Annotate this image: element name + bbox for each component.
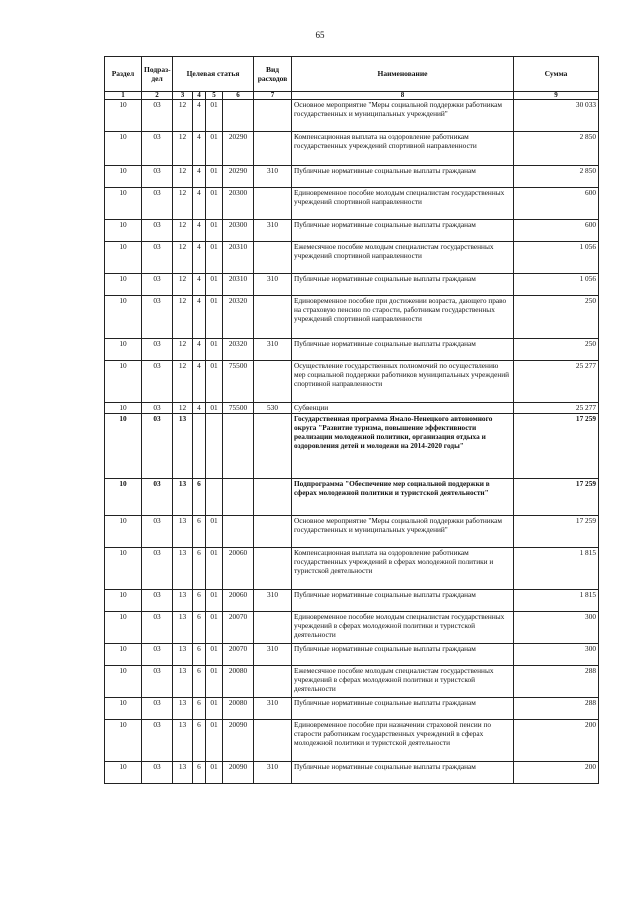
summa-cell: 25 277 (514, 361, 599, 403)
cel-statya-1-cell: 13 (173, 548, 193, 590)
naimenovanie-cell: Ежемесячное пособие молодым специалистам государственных учреждений в сферах молодежной политики и туристской деятельности (292, 666, 514, 698)
cel-statya-4-cell: 20290 (223, 132, 254, 166)
cel-statya-4-cell: 20300 (223, 220, 254, 242)
vid-rashodov-cell (254, 548, 292, 590)
cel-statya-1-cell: 13 (173, 666, 193, 698)
cel-statya-1-cell: 12 (173, 166, 193, 188)
podrazdel-cell: 03 (142, 220, 173, 242)
podrazdel-cell: 03 (142, 548, 173, 590)
vid-rashodov-cell (254, 361, 292, 403)
naimenovanie-cell: Публичные нормативные социальные выплаты гражданам (292, 644, 514, 666)
cel-statya-1-cell: 12 (173, 132, 193, 166)
vid-rashodov-cell: 310 (254, 220, 292, 242)
vid-rashodov-cell (254, 479, 292, 516)
col-num: 9 (514, 92, 599, 100)
header-vid-rashodov: Вид расходов (254, 57, 292, 92)
naimenovanie-cell: Публичные нормативные социальные выплаты гражданам (292, 274, 514, 296)
cel-statya-3-cell: 01 (206, 296, 223, 339)
cel-statya-3-cell: 01 (206, 242, 223, 274)
cel-statya-2-cell: 6 (193, 698, 206, 720)
cel-statya-4-cell: 20080 (223, 666, 254, 698)
cel-statya-4-cell: 20090 (223, 762, 254, 784)
cel-statya-4-cell: 75500 (223, 403, 254, 414)
cel-statya-2-cell: 4 (193, 100, 206, 132)
razdel-cell: 10 (105, 479, 142, 516)
summa-cell: 300 (514, 612, 599, 644)
table-row (105, 720, 599, 762)
cel-statya-2-cell: 6 (193, 720, 206, 762)
razdel-cell: 10 (105, 132, 142, 166)
naimenovanie-cell: Субвенции (292, 403, 514, 414)
cel-statya-1-cell: 12 (173, 339, 193, 361)
header-razdel: Раздел (105, 57, 142, 92)
razdel-cell: 10 (105, 188, 142, 220)
header-row (105, 57, 599, 92)
vid-rashodov-cell: 310 (254, 590, 292, 612)
cel-statya-3-cell: 01 (206, 666, 223, 698)
cel-statya-3-cell: 01 (206, 612, 223, 644)
cel-statya-2-cell: 6 (193, 479, 206, 516)
cel-statya-2-cell: 4 (193, 339, 206, 361)
podrazdel-cell: 03 (142, 590, 173, 612)
vid-rashodov-cell (254, 132, 292, 166)
cel-statya-4-cell: 20070 (223, 612, 254, 644)
podrazdel-cell: 03 (142, 339, 173, 361)
col-num: 2 (142, 92, 173, 100)
col-num: 1 (105, 92, 142, 100)
vid-rashodov-cell: 310 (254, 339, 292, 361)
naimenovanie-cell: Публичные нормативные социальные выплаты гражданам (292, 339, 514, 361)
vid-rashodov-cell (254, 100, 292, 132)
vid-rashodov-cell (254, 516, 292, 548)
podrazdel-cell: 03 (142, 100, 173, 132)
cel-statya-1-cell: 12 (173, 361, 193, 403)
header-celevaya-statya: Целевая статья (173, 57, 254, 92)
summa-cell: 17 259 (514, 414, 599, 479)
podrazdel-cell: 03 (142, 698, 173, 720)
summa-cell: 300 (514, 644, 599, 666)
podrazdel-cell: 03 (142, 666, 173, 698)
col-num: 5 (206, 92, 223, 100)
table-row (105, 166, 599, 188)
summa-cell: 200 (514, 762, 599, 784)
cel-statya-3-cell: 01 (206, 132, 223, 166)
naimenovanie-cell: Единовременное пособие при назначении страховой пенсии по старости работникам государственных учреждений в сферах молодежной политики и туристской деятельности (292, 720, 514, 762)
razdel-cell: 10 (105, 612, 142, 644)
cel-statya-3-cell: 01 (206, 339, 223, 361)
summa-cell: 25 277 (514, 403, 599, 414)
vid-rashodov-cell (254, 188, 292, 220)
cel-statya-4-cell: 75500 (223, 361, 254, 403)
table-row (105, 274, 599, 296)
col-num: 3 (173, 92, 193, 100)
table-row (105, 666, 599, 698)
razdel-cell: 10 (105, 274, 142, 296)
naimenovanie-cell: Единовременное пособие при достижении возраста, дающего право на страховую пенсию по старости, работникам государственных учреждений спортивной направленности (292, 296, 514, 339)
cel-statya-3-cell: 01 (206, 361, 223, 403)
cel-statya-4-cell: 20300 (223, 188, 254, 220)
cel-statya-3-cell: 01 (206, 590, 223, 612)
table-row (105, 220, 599, 242)
cel-statya-2-cell: 6 (193, 548, 206, 590)
summa-cell: 288 (514, 666, 599, 698)
razdel-cell: 10 (105, 644, 142, 666)
naimenovanie-cell: Публичные нормативные социальные выплаты гражданам (292, 762, 514, 784)
summa-cell: 1 815 (514, 548, 599, 590)
column-numbers-row (105, 92, 599, 100)
razdel-cell: 10 (105, 339, 142, 361)
naimenovanie-cell: Единовременное пособие молодым специалистам государственных учреждений в сферах молодежной политики и туристской деятельности (292, 612, 514, 644)
cel-statya-3-cell: 01 (206, 762, 223, 784)
razdel-cell: 10 (105, 100, 142, 132)
table-row (105, 479, 599, 516)
summa-cell: 2 850 (514, 166, 599, 188)
cel-statya-2-cell: 6 (193, 762, 206, 784)
cel-statya-3-cell: 01 (206, 100, 223, 132)
cel-statya-4-cell: 20060 (223, 548, 254, 590)
cel-statya-2-cell: 4 (193, 274, 206, 296)
naimenovanie-cell: Публичные нормативные социальные выплаты гражданам (292, 698, 514, 720)
cel-statya-2-cell: 6 (193, 590, 206, 612)
razdel-cell: 10 (105, 720, 142, 762)
summa-cell: 2 850 (514, 132, 599, 166)
cel-statya-2-cell: 4 (193, 132, 206, 166)
col-num: 7 (254, 92, 292, 100)
page-number: 65 (315, 30, 325, 40)
naimenovanie-cell: Публичные нормативные социальные выплаты гражданам (292, 590, 514, 612)
razdel-cell: 10 (105, 548, 142, 590)
table-row (105, 100, 599, 132)
summa-cell: 200 (514, 720, 599, 762)
header-summa: Сумма (514, 57, 599, 92)
cel-statya-2-cell: 6 (193, 644, 206, 666)
summa-cell: 288 (514, 698, 599, 720)
cel-statya-1-cell: 13 (173, 479, 193, 516)
cel-statya-3-cell (206, 479, 223, 516)
naimenovanie-cell: Государственная программа Ямало-Ненецкого автономного округа "Развитие туризма, повышение эффективности реализации молодежной политики, организация отдыха и оздоровления детей и молодежи на 2014-2020 годы" (292, 414, 514, 479)
podrazdel-cell: 03 (142, 414, 173, 479)
cel-statya-2-cell (193, 414, 206, 479)
vid-rashodov-cell: 310 (254, 762, 292, 784)
cel-statya-1-cell: 12 (173, 100, 193, 132)
summa-cell: 30 033 (514, 100, 599, 132)
vid-rashodov-cell: 310 (254, 166, 292, 188)
cel-statya-4-cell: 20310 (223, 242, 254, 274)
summa-cell: 600 (514, 220, 599, 242)
cel-statya-1-cell: 12 (173, 296, 193, 339)
podrazdel-cell: 03 (142, 516, 173, 548)
podrazdel-cell: 03 (142, 720, 173, 762)
cel-statya-3-cell: 01 (206, 698, 223, 720)
cel-statya-1-cell: 12 (173, 274, 193, 296)
cel-statya-4-cell (223, 100, 254, 132)
naimenovanie-cell: Компенсационная выплата на оздоровление работникам государственных учреждений спортивной направленности (292, 132, 514, 166)
podrazdel-cell: 03 (142, 479, 173, 516)
cel-statya-3-cell: 01 (206, 220, 223, 242)
cel-statya-3-cell: 01 (206, 516, 223, 548)
cel-statya-3-cell: 01 (206, 644, 223, 666)
cel-statya-4-cell: 20320 (223, 339, 254, 361)
table-row (105, 242, 599, 274)
vid-rashodov-cell: 310 (254, 274, 292, 296)
table-row (105, 548, 599, 590)
cel-statya-4-cell: 20070 (223, 644, 254, 666)
cel-statya-3-cell: 01 (206, 188, 223, 220)
cel-statya-2-cell: 4 (193, 242, 206, 274)
cel-statya-2-cell: 4 (193, 361, 206, 403)
summa-cell: 1 056 (514, 242, 599, 274)
cel-statya-4-cell: 20290 (223, 166, 254, 188)
cel-statya-1-cell: 13 (173, 590, 193, 612)
cel-statya-3-cell: 01 (206, 403, 223, 414)
razdel-cell: 10 (105, 403, 142, 414)
vid-rashodov-cell (254, 612, 292, 644)
naimenovanie-cell: Публичные нормативные социальные выплаты гражданам (292, 220, 514, 242)
cel-statya-1-cell: 12 (173, 220, 193, 242)
summa-cell: 1 815 (514, 590, 599, 612)
table-row (105, 414, 599, 479)
podrazdel-cell: 03 (142, 242, 173, 274)
cel-statya-4-cell: 20060 (223, 590, 254, 612)
table-row (105, 296, 599, 339)
razdel-cell: 10 (105, 698, 142, 720)
razdel-cell: 10 (105, 220, 142, 242)
table-row (105, 132, 599, 166)
summa-cell: 250 (514, 296, 599, 339)
table-row (105, 188, 599, 220)
cel-statya-4-cell (223, 516, 254, 548)
header-podrazdel: Подраз-дел (142, 57, 173, 92)
table-row (105, 590, 599, 612)
cel-statya-4-cell: 20090 (223, 720, 254, 762)
table-row (105, 612, 599, 644)
table-row (105, 339, 599, 361)
cel-statya-1-cell: 13 (173, 414, 193, 479)
naimenovanie-cell: Основное мероприятие "Меры социальной поддержки работникам государственных и муниципальных учреждений" (292, 100, 514, 132)
cel-statya-3-cell: 01 (206, 166, 223, 188)
razdel-cell: 10 (105, 166, 142, 188)
cel-statya-1-cell: 12 (173, 188, 193, 220)
razdel-cell: 10 (105, 242, 142, 274)
cel-statya-1-cell: 13 (173, 762, 193, 784)
col-num: 6 (223, 92, 254, 100)
naimenovanie-cell: Единовременное пособие молодым специалистам государственных учреждений спортивной направленности (292, 188, 514, 220)
podrazdel-cell: 03 (142, 296, 173, 339)
col-num: 8 (292, 92, 514, 100)
naimenovanie-cell: Осуществление государственных полномочий по осуществлению мер социальной поддержки работников муниципальных учреждений спортивной направленности (292, 361, 514, 403)
podrazdel-cell: 03 (142, 166, 173, 188)
summa-cell: 1 056 (514, 274, 599, 296)
cel-statya-1-cell: 13 (173, 612, 193, 644)
budget-table (104, 56, 599, 784)
naimenovanie-cell: Подпрограмма "Обеспечение мер социальной поддержки в сферах молодежной политики и туристской деятельности" (292, 479, 514, 516)
cel-statya-4-cell: 20320 (223, 296, 254, 339)
razdel-cell: 10 (105, 516, 142, 548)
vid-rashodov-cell (254, 242, 292, 274)
cel-statya-2-cell: 4 (193, 220, 206, 242)
summa-cell: 600 (514, 188, 599, 220)
cel-statya-1-cell: 13 (173, 644, 193, 666)
cel-statya-3-cell: 01 (206, 548, 223, 590)
podrazdel-cell: 03 (142, 762, 173, 784)
cel-statya-4-cell: 20310 (223, 274, 254, 296)
vid-rashodov-cell (254, 414, 292, 479)
table-row (105, 644, 599, 666)
header-naimenovanie: Наименование (292, 57, 514, 92)
cel-statya-1-cell: 13 (173, 698, 193, 720)
cel-statya-1-cell: 13 (173, 720, 193, 762)
cel-statya-2-cell: 6 (193, 666, 206, 698)
razdel-cell: 10 (105, 361, 142, 403)
cel-statya-4-cell (223, 479, 254, 516)
razdel-cell: 10 (105, 666, 142, 698)
naimenovanie-cell: Публичные нормативные социальные выплаты гражданам (292, 166, 514, 188)
razdel-cell: 10 (105, 762, 142, 784)
table-row (105, 698, 599, 720)
cel-statya-2-cell: 4 (193, 166, 206, 188)
razdel-cell: 10 (105, 590, 142, 612)
cel-statya-1-cell: 12 (173, 403, 193, 414)
cel-statya-2-cell: 6 (193, 516, 206, 548)
cel-statya-3-cell (206, 414, 223, 479)
vid-rashodov-cell: 310 (254, 644, 292, 666)
vid-rashodov-cell (254, 296, 292, 339)
vid-rashodov-cell (254, 666, 292, 698)
cel-statya-2-cell: 4 (193, 188, 206, 220)
cel-statya-1-cell: 13 (173, 516, 193, 548)
naimenovanie-cell: Основное мероприятие "Меры социальной поддержки работникам государственных и муниципальных учреждений" (292, 516, 514, 548)
podrazdel-cell: 03 (142, 274, 173, 296)
table-row (105, 361, 599, 403)
table-row (105, 762, 599, 784)
cel-statya-1-cell: 12 (173, 242, 193, 274)
podrazdel-cell: 03 (142, 132, 173, 166)
cel-statya-4-cell (223, 414, 254, 479)
vid-rashodov-cell: 310 (254, 698, 292, 720)
cel-statya-3-cell: 01 (206, 720, 223, 762)
summa-cell: 250 (514, 339, 599, 361)
col-num: 4 (193, 92, 206, 100)
summa-cell: 17 259 (514, 479, 599, 516)
razdel-cell: 10 (105, 296, 142, 339)
cel-statya-3-cell: 01 (206, 274, 223, 296)
vid-rashodov-cell (254, 720, 292, 762)
podrazdel-cell: 03 (142, 612, 173, 644)
cel-statya-2-cell: 6 (193, 612, 206, 644)
naimenovanie-cell: Компенсационная выплата на оздоровление работникам государственных учреждений в сферах молодежной политики и туристской деятельности (292, 548, 514, 590)
podrazdel-cell: 03 (142, 403, 173, 414)
summa-cell: 17 259 (514, 516, 599, 548)
table-row (105, 403, 599, 414)
vid-rashodov-cell: 530 (254, 403, 292, 414)
cel-statya-2-cell: 4 (193, 296, 206, 339)
cel-statya-2-cell: 4 (193, 403, 206, 414)
razdel-cell: 10 (105, 414, 142, 479)
cel-statya-4-cell: 20080 (223, 698, 254, 720)
podrazdel-cell: 03 (142, 644, 173, 666)
podrazdel-cell: 03 (142, 188, 173, 220)
podrazdel-cell: 03 (142, 361, 173, 403)
table-row (105, 516, 599, 548)
naimenovanie-cell: Ежемесячное пособие молодым специалистам государственных учреждений спортивной направленности (292, 242, 514, 274)
